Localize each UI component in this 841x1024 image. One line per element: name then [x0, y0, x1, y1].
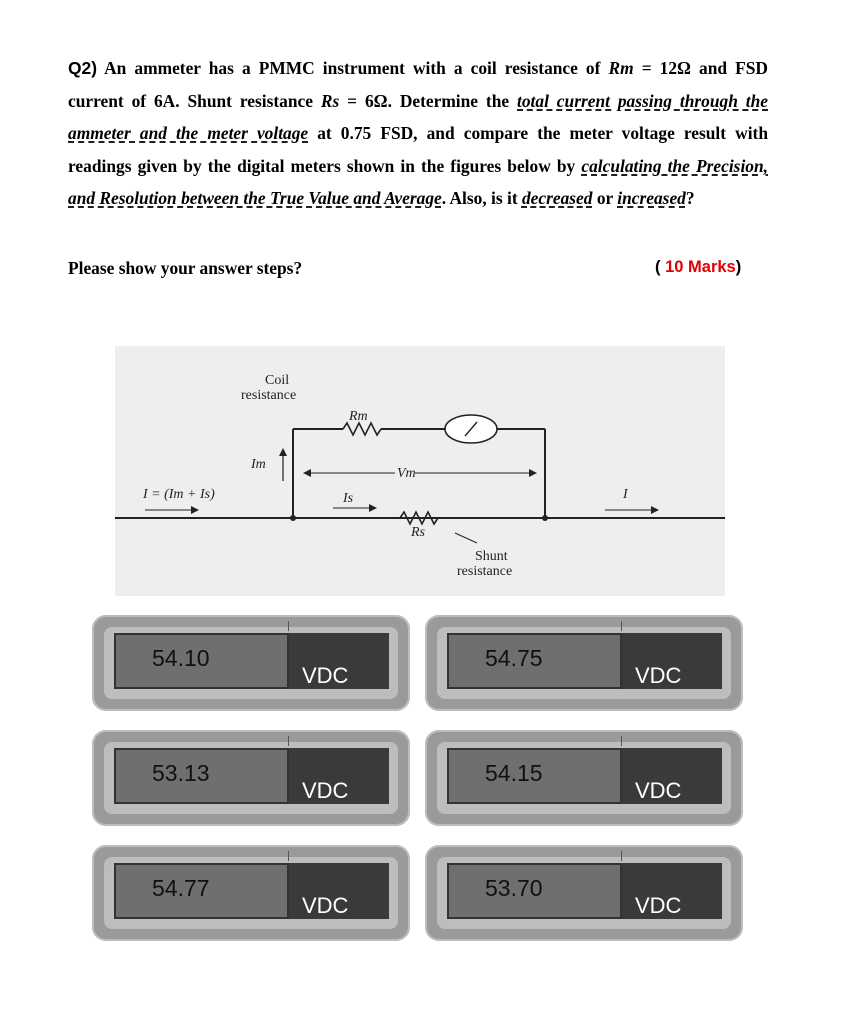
i-out-label: I — [623, 487, 628, 502]
digital-meter — [425, 730, 743, 826]
question-number: Q2) — [68, 58, 97, 78]
marks-value: 10 Marks — [665, 258, 736, 276]
meter-unit: VDC — [302, 778, 349, 803]
digital-meter — [425, 615, 743, 711]
instructions: Please show your answer steps? — [68, 258, 303, 278]
underline-total-current: total current passing through the ammeter and the meter voltage — [68, 90, 769, 143]
meter-reading: 53.13 — [152, 760, 210, 786]
coil-label-2: resistance — [241, 388, 297, 403]
current-equation: I = (Im + Is) — [143, 487, 215, 502]
meter-reading: 54.77 — [152, 875, 210, 901]
meter-unit: VDC — [635, 893, 682, 918]
rm-resistor — [343, 423, 381, 435]
question-text: Q2) An ammeter has a PMMC instrument with a coil resistance of Rm = 12Ω and FSD current of 6A. Shunt resistance Rs = 6Ω. Determine the total current passing through the ammeter and the meter voltage at 0.75 FSD, and compare the meter voltage result with readings given by the digital meters shown in the figures below by calculating the Precision, and Resolution between the True Value and Average. Also, is it decreased or increased? — [68, 58, 769, 208]
underline-increased: increased — [617, 188, 686, 208]
digital-meter — [92, 615, 410, 711]
meter-reading: 54.15 — [485, 760, 543, 786]
meter-unit: VDC — [302, 893, 349, 918]
shunt-label-2: resistance — [457, 564, 513, 579]
meter-reading: 54.75 — [485, 645, 543, 671]
meter-unit: VDC — [635, 778, 682, 803]
meter-unit: VDC — [302, 663, 349, 688]
circuit-diagram — [115, 346, 725, 596]
meter-unit: VDC — [635, 663, 682, 688]
rm-symbol: Rm — [608, 58, 634, 78]
meter-reading: 53.70 — [485, 875, 543, 901]
vm-label: Vm — [397, 466, 416, 481]
coil-label: Coil — [265, 373, 290, 388]
shunt-label: Shunt — [475, 549, 508, 564]
marks-label: ( 10 Marks) — [655, 258, 742, 276]
rs-label: Rs — [411, 525, 425, 540]
im-label: Im — [251, 457, 266, 472]
underline-decreased: decreased — [521, 188, 593, 208]
digital-meter — [92, 730, 410, 826]
rs-symbol: Rs — [320, 90, 340, 111]
meter-reading: 54.10 — [152, 645, 210, 671]
is-label: Is — [343, 491, 354, 506]
digital-meter — [425, 845, 743, 941]
rm-label: Rm — [349, 409, 368, 424]
underline-precision: calculating the Precision, and Resolution between the True Value and Average — [68, 155, 768, 208]
ammeter-circuit-figure — [115, 346, 725, 596]
digital-meter — [92, 845, 410, 941]
